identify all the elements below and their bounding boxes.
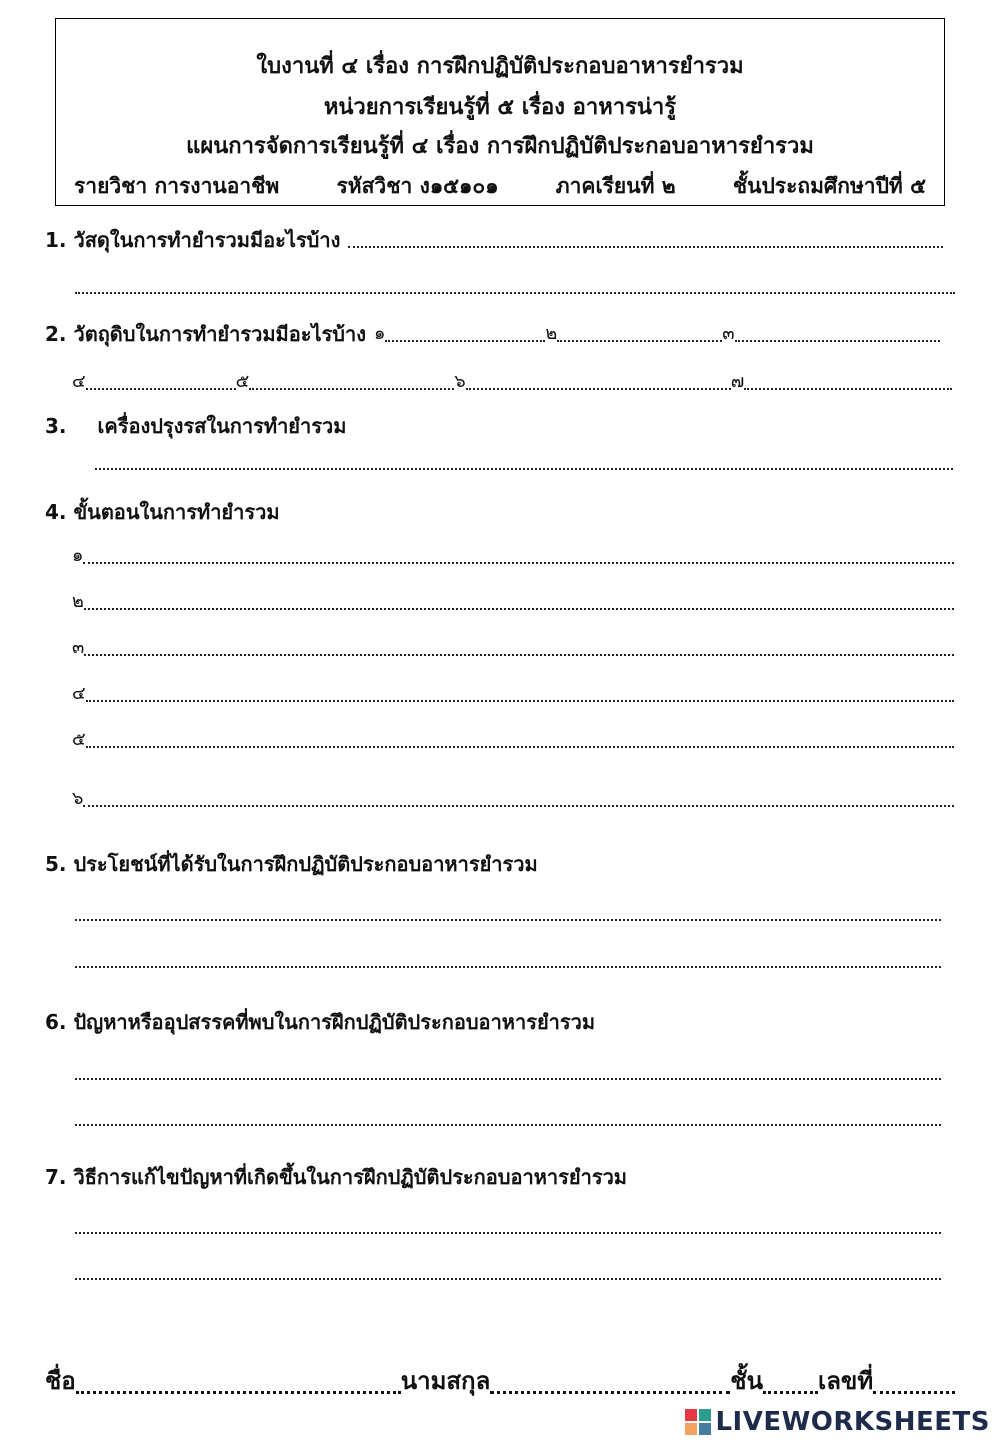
question-2-text: 2. วัตถุดิบในการทำยำรวมมีอะไรบ้าง — [45, 322, 366, 346]
answer-line[interactable] — [75, 276, 955, 294]
answer-line[interactable] — [75, 903, 941, 921]
answer-line[interactable] — [249, 372, 454, 390]
number-label: เลขที่ — [818, 1367, 874, 1395]
brand-text: LIVEWORKSHEETS — [715, 1407, 990, 1437]
answer-line[interactable] — [75, 1062, 941, 1080]
worksheet-title: ใบงานที่ ๔ เรื่อง การฝึกปฏิบัติประกอบอาหารยำรวม — [256, 54, 744, 79]
step-number: ๕ — [72, 729, 86, 750]
answer-row — [75, 950, 941, 972]
liveworksheets-icon — [685, 1409, 711, 1435]
name-label: ชื่อ — [45, 1367, 76, 1395]
step-row — [72, 728, 954, 752]
class-field[interactable] — [763, 1371, 818, 1394]
question-1 — [45, 228, 943, 252]
answer-row — [75, 903, 941, 925]
step-row — [72, 682, 954, 706]
answer-row — [72, 370, 952, 394]
ingredient-number: ๑ — [373, 323, 386, 344]
name-field[interactable] — [76, 1371, 401, 1394]
grade-level: ชั้นประถมศึกษาปีที่ ๕ — [732, 174, 926, 198]
answer-line[interactable] — [75, 1108, 941, 1126]
question-4-text: 4. ขั้นตอนในการทำยำรวม — [45, 500, 280, 524]
answer-row — [75, 1108, 941, 1130]
learning-unit: หน่วยการเรียนรู้ที่ ๕ เรื่อง อาหารน่ารู้ — [323, 95, 677, 120]
question-1-text: 1. วัสดุในการทำยำรวมมีอะไรบ้าง — [45, 228, 341, 252]
answer-line[interactable] — [744, 372, 952, 390]
question-3 — [45, 412, 346, 440]
course-info — [74, 171, 926, 201]
answer-line[interactable] — [84, 638, 954, 656]
question-6-text: 6. ปัญหาหรืออุปสรรคที่พบในการฝึกปฏิบัติประกอบอาหารยำรวม — [45, 1010, 596, 1034]
answer-line[interactable] — [86, 372, 236, 390]
answer-row — [75, 1216, 941, 1238]
answer-line[interactable] — [385, 324, 545, 342]
step-row — [72, 590, 954, 614]
ingredient-number: ๖ — [454, 371, 466, 392]
logo-square — [699, 1423, 711, 1435]
step-number: ๖ — [72, 788, 84, 809]
answer-line[interactable] — [557, 324, 722, 342]
liveworksheets-logo — [685, 1407, 990, 1437]
answer-row — [95, 452, 953, 474]
ingredient-number: ๒ — [545, 323, 558, 344]
answer-line[interactable] — [86, 684, 954, 702]
surname-label: นามสกุล — [400, 1367, 491, 1395]
answer-row — [75, 1262, 941, 1284]
question-5-text: 5. ประโยชน์ที่ได้รับในการฝึกปฏิบัติประกอบอาหารยำรวม — [45, 852, 538, 876]
ingredient-number: ๔ — [72, 371, 86, 392]
number-field[interactable] — [873, 1371, 955, 1394]
question-7-text: 7. วิธีการแก้ไขปัญหาที่เกิดขึ้นในการฝึกปฏิบัติประกอบอาหารยำรวม — [45, 1165, 627, 1189]
subject-code: รหัสวิชา ง๑๕๑๐๑ — [336, 174, 499, 198]
surname-field[interactable] — [490, 1371, 730, 1394]
subject-name: รายวิชา การงานอาชีพ — [74, 174, 280, 198]
answer-line[interactable] — [75, 1262, 941, 1280]
answer-line[interactable] — [83, 789, 954, 807]
question-3-text: เครื่องปรุงรสในการทำยำรวม — [97, 414, 347, 438]
answer-line[interactable] — [84, 592, 954, 610]
logo-square — [699, 1409, 711, 1421]
ingredient-number: ๓ — [722, 323, 735, 344]
student-info — [45, 1364, 955, 1400]
ingredient-number: ๗ — [730, 371, 745, 392]
lesson-plan: แผนการจัดการเรียนรู้ที่ ๔ เรื่อง การฝึกปฏิบัติประกอบอาหารยำรวม — [186, 134, 814, 159]
step-number: ๔ — [72, 683, 86, 704]
answer-line[interactable] — [75, 1216, 941, 1234]
step-row — [72, 787, 954, 811]
answer-line[interactable] — [735, 324, 940, 342]
answer-line[interactable] — [83, 546, 954, 564]
question-2 — [45, 322, 940, 346]
answer-row — [75, 276, 955, 298]
step-number: ๒ — [72, 591, 84, 612]
ingredient-number: ๕ — [235, 371, 250, 392]
question-3-number: 3. — [45, 414, 67, 438]
answer-line[interactable] — [86, 730, 954, 748]
logo-square — [685, 1409, 697, 1421]
answer-line[interactable] — [75, 950, 941, 968]
worksheet-header — [55, 18, 945, 206]
step-row — [72, 636, 954, 660]
class-label: ชั้น — [730, 1367, 763, 1395]
step-row — [72, 544, 954, 568]
answer-line[interactable] — [348, 230, 943, 248]
answer-row — [75, 1062, 941, 1084]
step-number: ๓ — [72, 637, 85, 658]
logo-square — [685, 1423, 697, 1435]
answer-line[interactable] — [466, 372, 731, 390]
step-number: ๑ — [72, 545, 84, 566]
semester: ภาคเรียนที่ ๒ — [555, 174, 676, 198]
answer-line[interactable] — [95, 452, 953, 470]
